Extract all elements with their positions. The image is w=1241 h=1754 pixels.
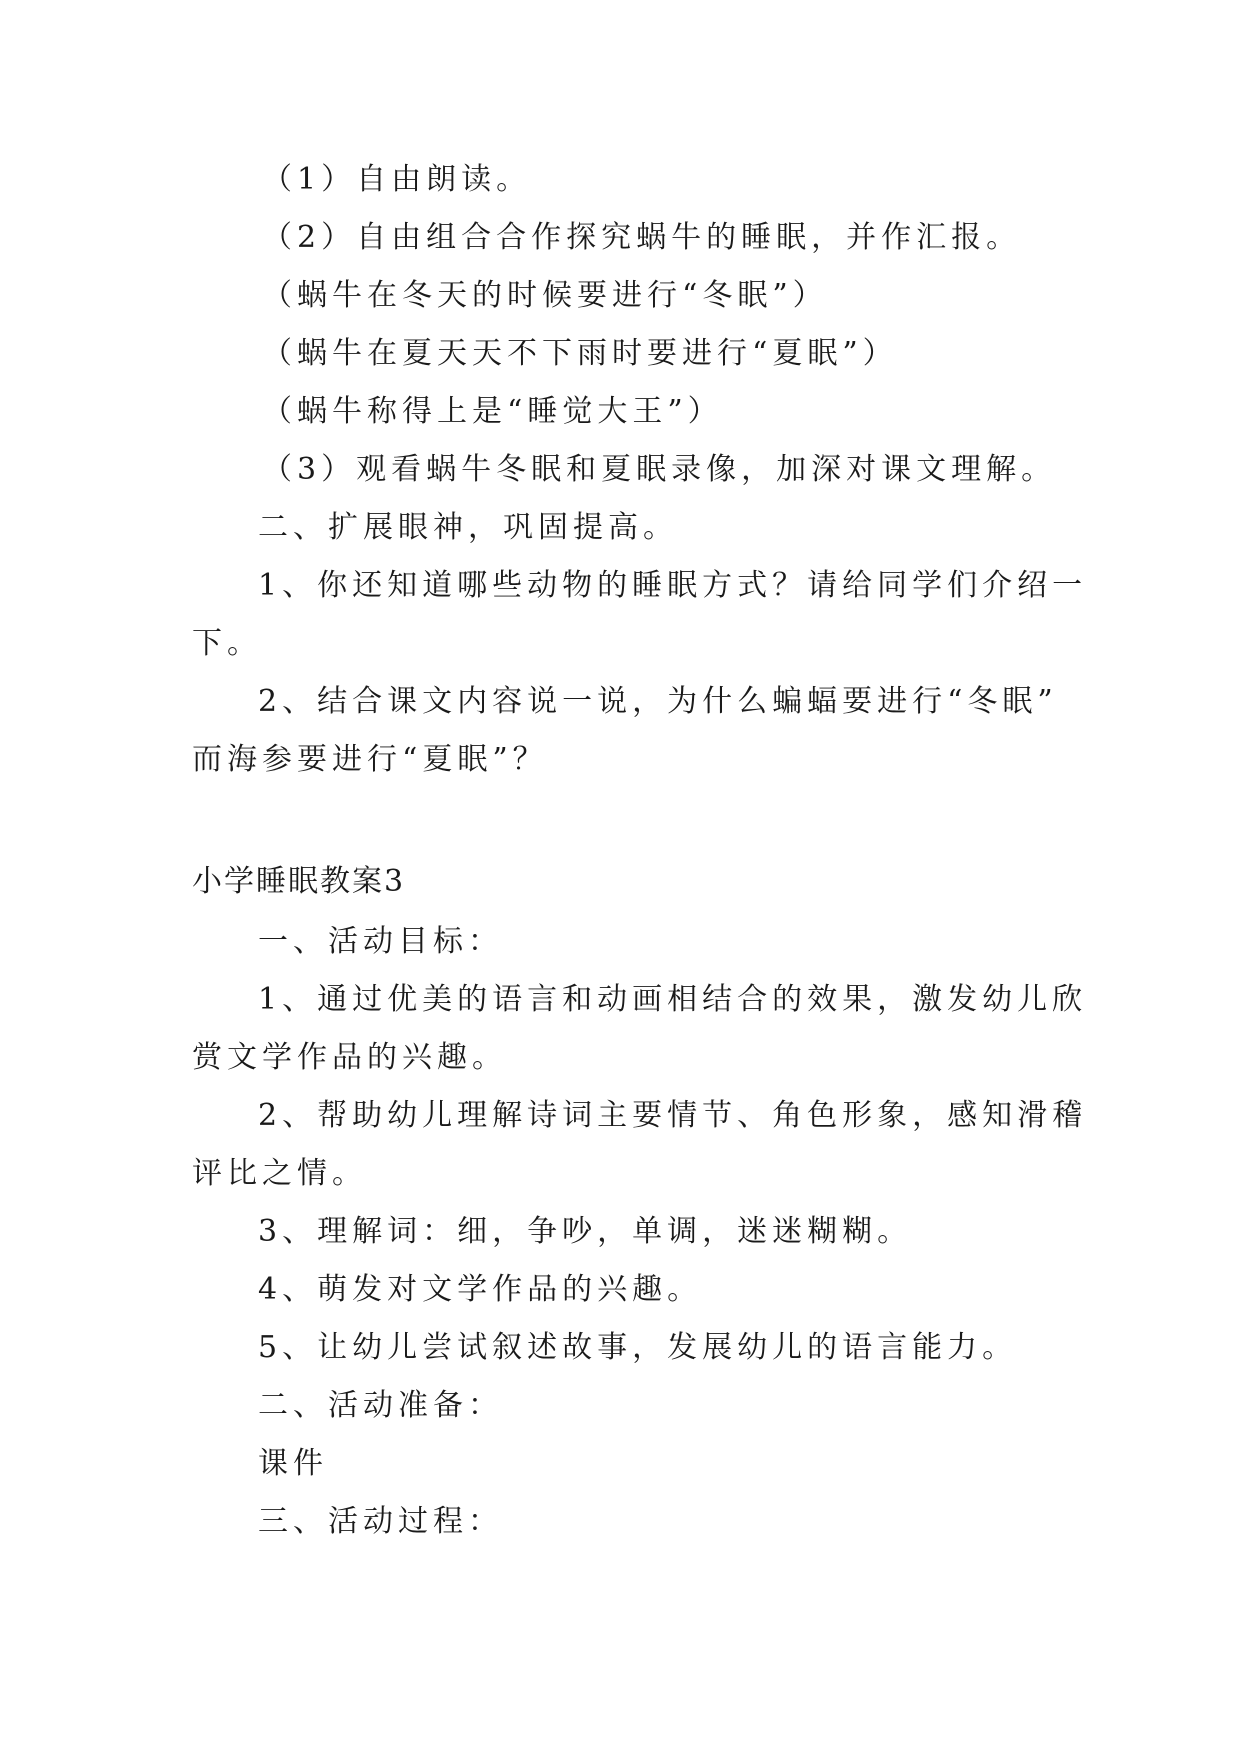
text-line: 1、通过优美的语言和动画相结合的效果，激发幼儿欣 xyxy=(258,982,1088,1017)
text-line: （蜗牛在夏天天不下雨时要进行“夏眠”） xyxy=(262,336,898,371)
text-line: 而海参要进行“夏眠”？ xyxy=(192,742,548,777)
text-line: 课件 xyxy=(258,1446,328,1481)
text-line: 评比之情。 xyxy=(192,1156,367,1191)
section-heading: 二、扩展眼神，巩固提高。 xyxy=(258,510,678,545)
section-heading: 二、活动准备： xyxy=(258,1388,503,1423)
text-line: （蜗牛称得上是“睡觉大王”） xyxy=(262,394,723,429)
text-line: 5、让幼儿尝试叙述故事，发展幼儿的语言能力。 xyxy=(258,1330,1018,1365)
text-line: 3、理解词：细，争吵，单调，迷迷糊糊。 xyxy=(258,1214,913,1249)
text-line: （2）自由组合合作探究蜗牛的睡眠，并作汇报。 xyxy=(262,220,1022,255)
section-heading: 三、活动过程： xyxy=(258,1504,503,1539)
text-line: 2、结合课文内容说一说，为什么蝙蝠要进行“冬眠” xyxy=(258,684,1058,719)
text-line: （1）自由朗读。 xyxy=(262,162,532,197)
text-line: （蜗牛在冬天的时候要进行“冬眠”） xyxy=(262,278,828,313)
text-line: 赏文学作品的兴趣。 xyxy=(192,1040,507,1075)
text-line: 1、你还知道哪些动物的睡眠方式？请给同学们介绍一 xyxy=(258,568,1088,603)
text-line: 2、帮助幼儿理解诗词主要情节、角色形象，感知滑稽 xyxy=(258,1098,1088,1133)
text-line: 4、萌发对文学作品的兴趣。 xyxy=(258,1272,703,1307)
text-line: （3）观看蜗牛冬眠和夏眠录像，加深对课文理解。 xyxy=(262,452,1057,487)
text-line: 下。 xyxy=(192,626,262,661)
section-heading: 一、活动目标： xyxy=(258,924,503,959)
document-title: 小学睡眠教案3 xyxy=(192,864,406,899)
